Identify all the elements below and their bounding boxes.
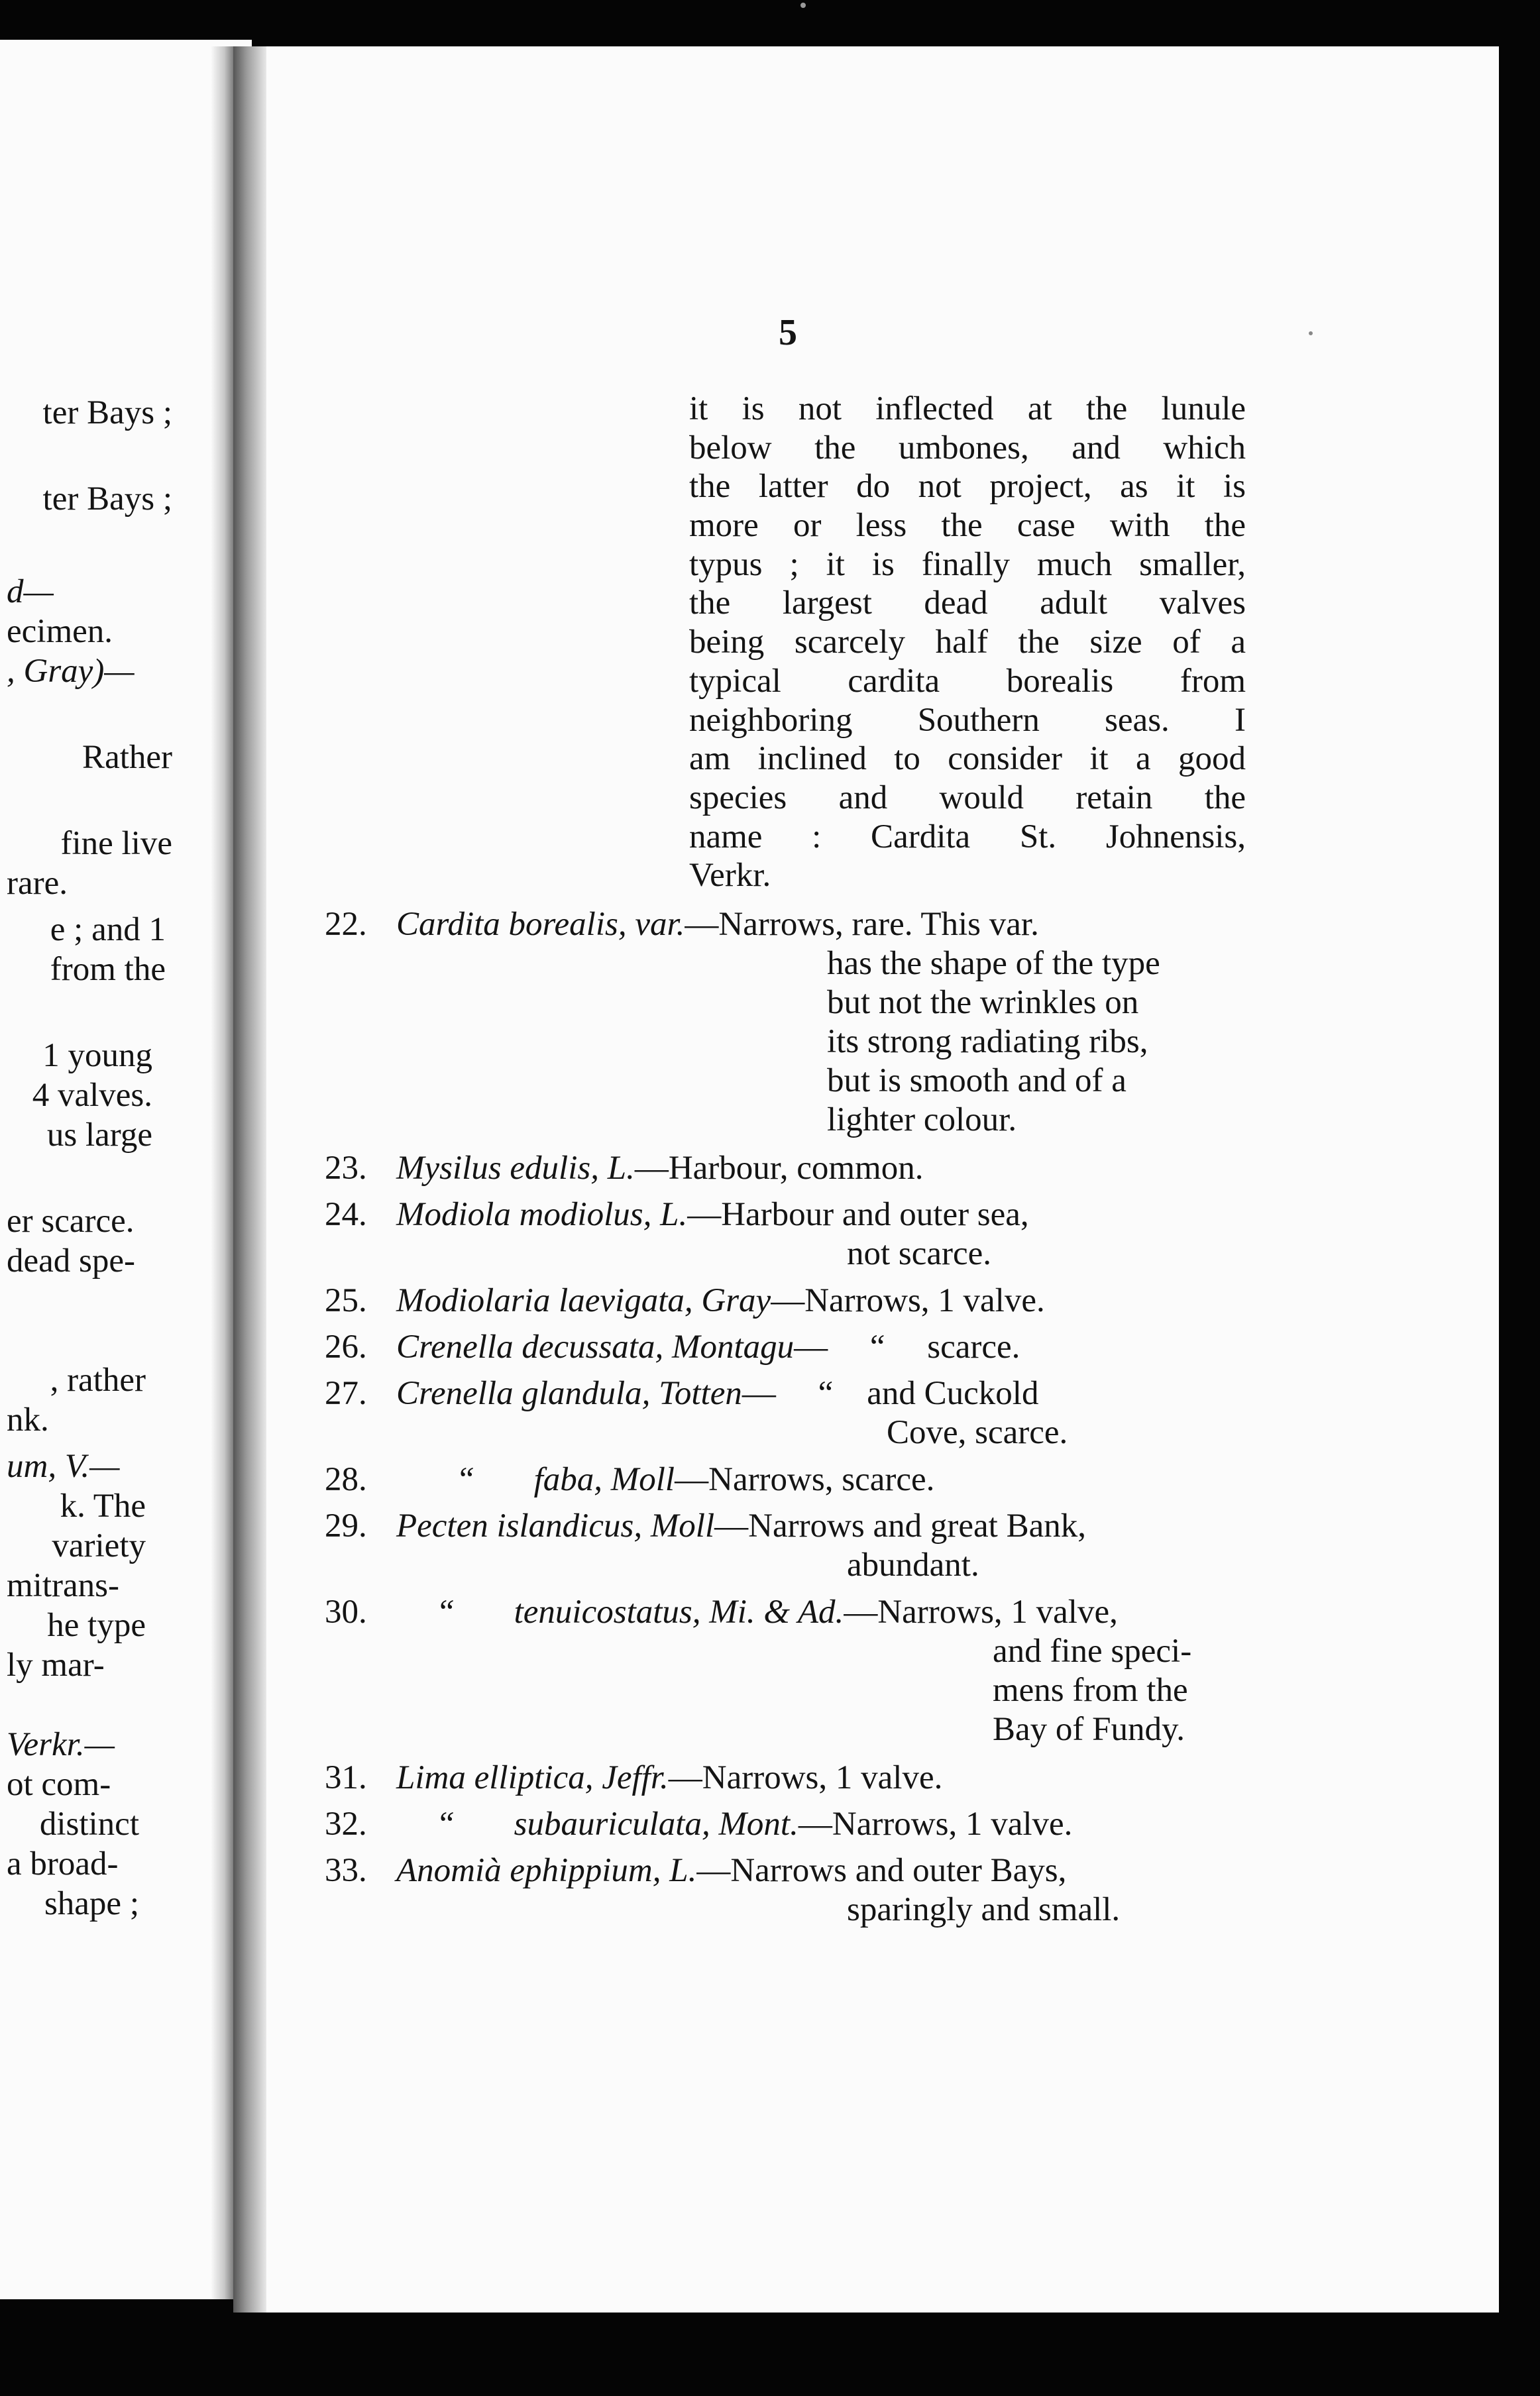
left-fragment: nk. [7, 1401, 49, 1439]
entry-line [396, 1284, 1045, 1318]
left-fragment: , Gray)— [7, 653, 135, 690]
species-name: Cardita borealis, var. [396, 906, 685, 943]
entry-text: —Narrows, 1 valve, [844, 1594, 1118, 1631]
entry-number: 23. [325, 1150, 367, 1187]
left-fragment: fine live [60, 825, 172, 862]
entry-line [436, 1596, 1118, 1629]
scan-speck [800, 3, 806, 8]
entry-continuation: but not the wrinkles on [827, 984, 1139, 1021]
entry-number: 22. [325, 906, 367, 943]
entry-line [396, 1509, 1086, 1543]
intro-paragraph [689, 390, 1246, 895]
species-name: “ subauriculata, Mont. [436, 1806, 798, 1843]
entry-number: 24. [325, 1196, 367, 1233]
left-fragment: ly mar- [7, 1647, 105, 1684]
left-fragment: er scarce. [7, 1203, 135, 1240]
left-fragment: Verkr.— [7, 1726, 115, 1763]
left-fragment: d— [7, 573, 54, 610]
paragraph-line: more or less the case with the [689, 507, 1246, 545]
entry-text: —Narrows, rare. This var. [685, 906, 1039, 943]
paragraph-line: typical cardita borealis from [689, 662, 1246, 700]
species-name: Modiolaria laevigata, Gray [396, 1282, 771, 1319]
left-fragment: ter Bays ; [42, 480, 172, 517]
paragraph-line: the largest dead adult valves [689, 584, 1246, 622]
entry-number: 31. [325, 1759, 367, 1796]
entry-number: 25. [325, 1282, 367, 1319]
species-name: Anomià ephippium, L. [396, 1852, 697, 1889]
left-fragment: e ; and 1 [50, 911, 166, 948]
left-fragment: Rather [82, 739, 172, 776]
entry-continuation: and fine speci- [993, 1633, 1192, 1670]
entry-continuation: sparingly and small. [847, 1891, 1121, 1928]
species-name: “ tenuicostatus, Mi. & Ad. [436, 1594, 844, 1631]
entry-text: — “ scarce. [794, 1329, 1020, 1366]
entry-number: 28. [325, 1461, 367, 1498]
paragraph-line: am inclined to consider it a good [689, 740, 1246, 778]
entry-text: —Harbour, common. [634, 1150, 924, 1187]
entry-text: — “ and Cuckold [742, 1375, 1039, 1412]
entry-text: —Narrows and outer Bays, [696, 1852, 1067, 1889]
left-fragment: variety [52, 1527, 146, 1564]
left-fragment: ecimen. [7, 613, 113, 650]
entry-continuation: its strong radiating ribs, [827, 1023, 1148, 1060]
entry-line [396, 1761, 942, 1795]
species-name: Crenella glandula, Totten [396, 1375, 742, 1412]
left-fragment: ter Bays ; [42, 394, 172, 431]
entry-continuation: has the shape of the type [827, 945, 1160, 982]
entry-number: 32. [325, 1806, 367, 1843]
entry-line [436, 1808, 1072, 1841]
paragraph-line: the latter do not project, as it is [689, 468, 1246, 506]
entry-line [456, 1463, 934, 1497]
entry-continuation: Cove, scarce. [887, 1414, 1068, 1451]
entry-text: —Harbour and outer sea, [687, 1196, 1029, 1233]
entry-line [396, 1198, 1029, 1232]
species-name: Crenella decussata, Montagu [396, 1329, 795, 1366]
entry-number: 27. [325, 1375, 367, 1412]
left-fragment: um, V.— [7, 1448, 120, 1485]
entry-number: 33. [325, 1852, 367, 1889]
page-number: 5 [779, 312, 797, 353]
entry-line [396, 908, 1039, 942]
species-name: Lima elliptica, Jeffr. [396, 1759, 669, 1796]
left-fragment: he type [47, 1607, 146, 1644]
left-fragment: us large [46, 1116, 152, 1154]
species-name: Modiola modiolus, L. [396, 1196, 688, 1233]
scan-speck [1309, 331, 1313, 335]
paragraph-line: it is not inflected at the lunule [689, 390, 1246, 427]
species-name: Pecten islandicus, Moll [396, 1507, 715, 1545]
entry-continuation: but is smooth and of a [827, 1062, 1127, 1099]
species-name: “ faba, Moll [456, 1461, 675, 1498]
entry-text: —Narrows, 1 valve. [668, 1759, 943, 1796]
left-fragment: rare. [7, 865, 68, 902]
entry-line [396, 1854, 1066, 1888]
left-fragment: 4 valves. [32, 1077, 152, 1114]
left-fragment: 1 young [42, 1037, 152, 1074]
entry-line [396, 1331, 1020, 1364]
entry-text: —Narrows, scarce. [675, 1461, 935, 1498]
left-fragment: ot com- [7, 1766, 111, 1803]
entry-continuation: mens from the [993, 1672, 1188, 1709]
entry-line [396, 1377, 1038, 1411]
paragraph-line: name : Cardita St. Johnensis, [689, 818, 1246, 855]
entry-text: —Narrows, 1 valve. [798, 1806, 1073, 1843]
entry-continuation: Bay of Fundy. [993, 1711, 1185, 1748]
species-name: Mysilus edulis, L. [396, 1150, 635, 1187]
entry-continuation: not scarce. [847, 1235, 992, 1272]
left-fragment: , rather [50, 1362, 146, 1399]
entry-continuation: abundant. [847, 1547, 979, 1584]
entry-text: —Narrows, 1 valve. [771, 1282, 1045, 1319]
left-fragment: mitrans- [7, 1567, 119, 1604]
left-fragment: dead spe- [7, 1242, 135, 1280]
entry-continuation: lighter colour. [827, 1101, 1017, 1138]
left-fragment: a broad- [7, 1845, 119, 1882]
paragraph-line: typus ; it is finally much smaller, [689, 545, 1246, 583]
entry-number: 29. [325, 1507, 367, 1545]
left-fragment: distinct [39, 1806, 139, 1843]
paragraph-line: below the umbones, and which [689, 429, 1246, 466]
paragraph-line: Verkr. [689, 857, 771, 895]
paragraph-line: species and would retain the [689, 779, 1246, 816]
entry-text: —Narrows and great Bank, [714, 1507, 1086, 1545]
left-fragment: k. The [60, 1488, 146, 1525]
left-fragment: shape ; [44, 1885, 139, 1922]
left-fragment: from the [50, 951, 166, 988]
entry-line [396, 1152, 923, 1185]
paragraph-line: neighboring Southern seas. I [689, 701, 1246, 739]
page-spine-shadow [233, 46, 266, 2313]
entry-number: 30. [325, 1594, 367, 1631]
entry-number: 26. [325, 1329, 367, 1366]
paragraph-line: being scarcely half the size of a [689, 624, 1246, 661]
